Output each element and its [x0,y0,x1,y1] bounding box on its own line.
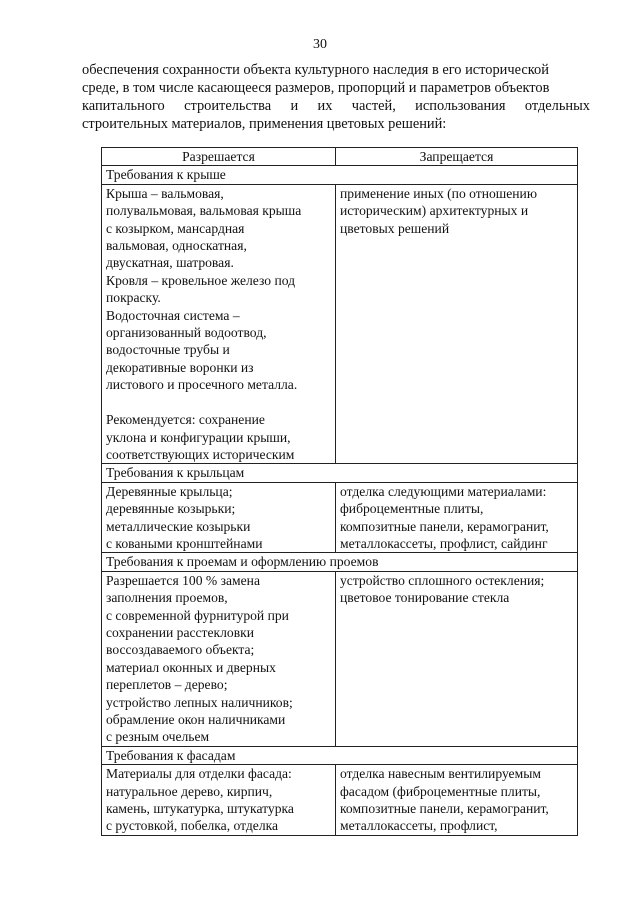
allowed-line [106,394,331,411]
section-title-row [102,464,578,482]
forbidden-cell [336,571,578,746]
allowed-line: вальмовая, односкатная, [106,238,247,254]
table-row [102,765,578,836]
forbidden-line: устройство сплошного остекления; [340,572,545,588]
table-row [102,482,578,553]
intro-line: капитального строительства и их частей, использования отдельных [82,98,590,114]
forbidden-cell [336,482,578,553]
allowed-line: Крыша – вальмовая, [106,185,224,201]
allowed-line: Водосточная система – [106,307,240,323]
allowed-line: с рустовкой, побелка, отделка [106,818,279,834]
allowed-line: сохранении расстекловки [106,624,255,640]
allowed-line: покраску. [106,290,161,306]
forbidden-line: историческим) архитектурных и [340,203,529,219]
allowed-line: с резным очельем [106,729,210,745]
allowed-line: водосточные трубы и [106,342,230,358]
table-row [102,571,578,746]
table-row [102,184,578,464]
allowed-line: Разрешается 100 % замена [106,572,260,588]
allowed-cell [102,765,336,836]
header-forbidden: Запрещается [336,148,578,166]
allowed-line: устройство лепных наличников; [106,694,293,710]
forbidden-line: цветовое тонирование стекла [340,590,510,606]
allowed-line: воссоздаваемого объекта; [106,642,255,658]
forbidden-line: фасадом (фиброцементные плиты, [340,783,541,799]
table-header-row [102,148,578,166]
allowed-line: с козырком, мансардная [106,220,245,236]
forbidden-line: фиброцементные плиты, [340,501,484,517]
allowed-line: обрамление окон наличниками [106,712,286,727]
allowed-line: Материалы для отделки фасада: [106,766,292,782]
header-allowed: Разрешается [102,148,336,166]
forbidden-cell [336,765,578,836]
allowed-line: двускатная, шатровая. [106,255,234,271]
forbidden-line: отделка навесным вентилируемым [340,766,541,782]
forbidden-line: композитные панели, керамогранит, [340,801,549,817]
forbidden-cell [336,184,578,464]
allowed-cell [102,482,336,553]
intro-line: среде, в том числе касающееся размеров, пропорций и параметров объектов [82,80,550,96]
section-title: Требования к фасадам [102,746,578,764]
allowed-line: камень, штукатурка, штукатурка [106,801,294,817]
allowed-cell [102,571,336,746]
section-title-row [102,166,578,184]
intro-line: строительных материалов, применения цветовых решений: [82,116,447,132]
table-body [102,166,578,835]
allowed-line: организованный водоотвод, [106,325,267,341]
allowed-line: металлические козырьки [106,518,251,534]
page-number: 30 [313,37,327,52]
forbidden-line: металлокассеты, профлист, [340,818,498,834]
section-title: Требования к крыше [102,166,578,184]
forbidden-line: цветовых решений [340,220,450,236]
allowed-line: Кровля – кровельное железо под [106,272,296,288]
allowed-line: Деревянные крыльца; [106,483,233,499]
allowed-line: соответствующих историческим [106,446,295,462]
section-title: Требования к крыльцам [102,464,578,482]
allowed-line: материал оконных и дверных [106,659,276,675]
allowed-line: уклона и конфигурации крыши, [106,429,291,445]
allowed-line: листового и просечного металла. [106,377,298,393]
section-title: Требования к проемам и оформлению проемов [102,553,578,571]
forbidden-line: композитные панели, керамогранит, [340,518,549,534]
allowed-line: с коваными кронштейнами [106,535,263,551]
allowed-line: переплетов – дерево; [106,677,228,693]
section-title-row [102,746,578,764]
forbidden-line: металлокассеты, профлист, сайдинг [340,535,548,551]
allowed-line: натуральное дерево, кирпич, [106,783,273,799]
allowed-line: декоративные воронки из [106,359,254,375]
requirements-table [101,147,578,836]
forbidden-line: применение иных (по отношению [340,185,537,201]
allowed-line: заполнения проемов, [106,590,228,606]
intro-paragraph [82,61,590,133]
allowed-line: полувальмовая, вальмовая крыша [106,203,302,219]
allowed-line: Рекомендуется: сохранение [106,412,265,428]
allowed-cell [102,184,336,464]
intro-line: обеспечения сохранности объекта культурного наследия в его исторической [82,62,549,78]
allowed-line: с современной фурнитурой при [106,607,289,623]
allowed-line: деревянные козырьки; [106,501,236,517]
section-title-row [102,553,578,571]
forbidden-line: отделка следующими материалами: [340,483,547,499]
